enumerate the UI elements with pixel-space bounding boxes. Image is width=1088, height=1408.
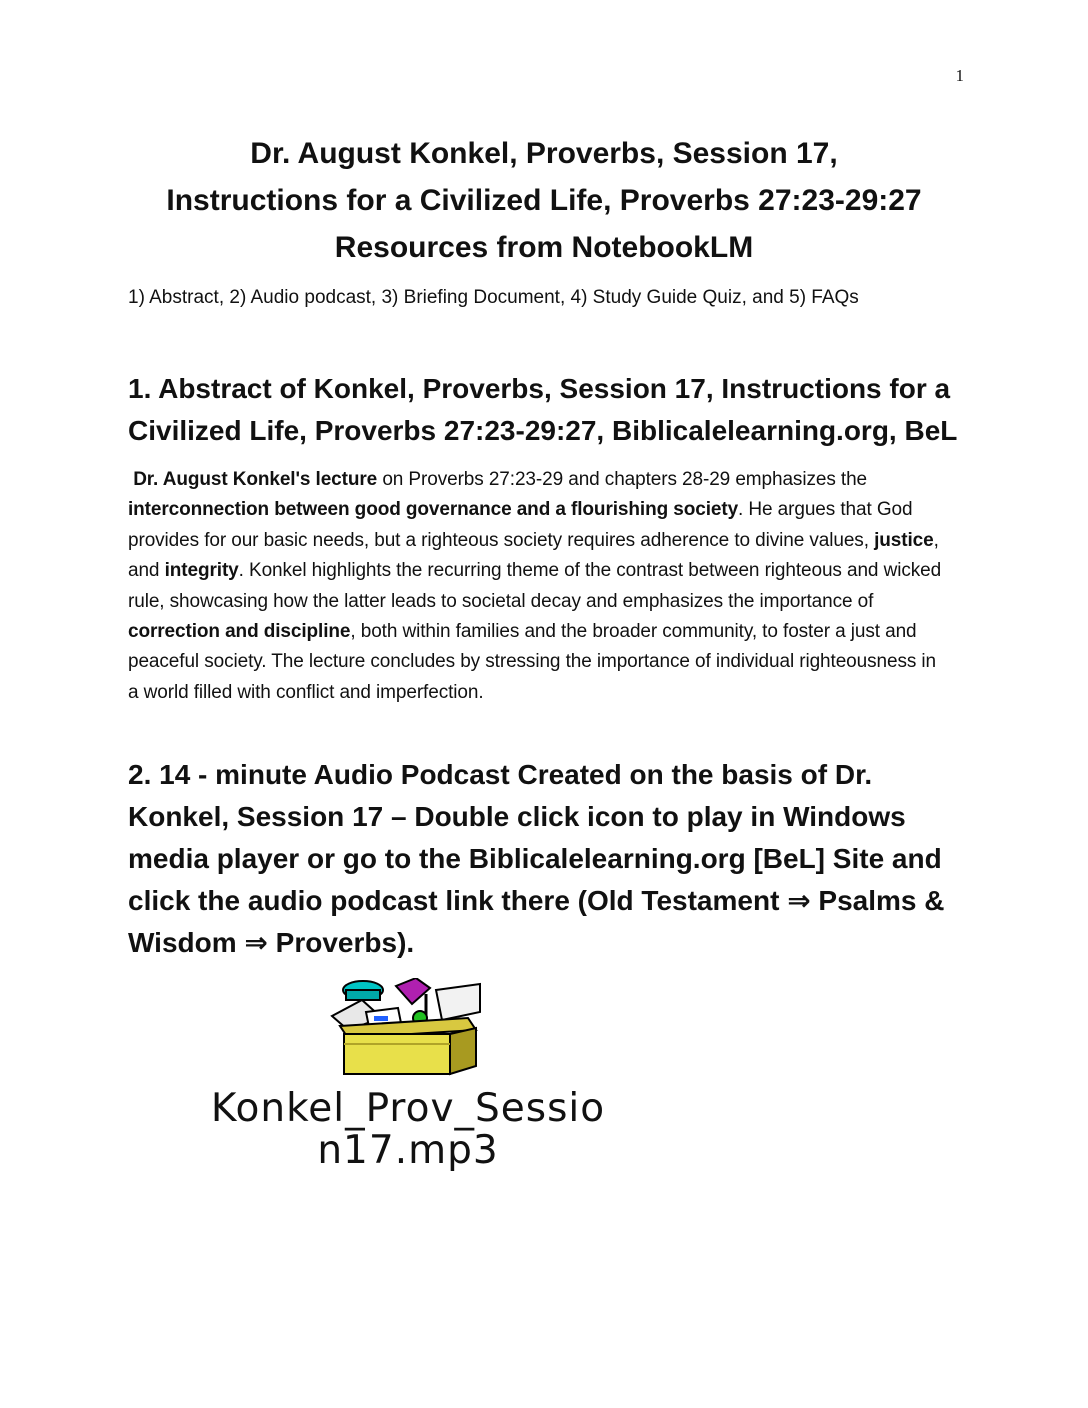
resources-list: 1) Abstract, 2) Audio podcast, 3) Briefing Document, 4) Study Guide Quiz, and 5) FAQs <box>128 287 859 308</box>
package-icon[interactable] <box>318 978 498 1078</box>
section-2-heading <box>128 754 978 964</box>
section-1-heading: 1. Abstract of Konkel, Proverbs, Session 17, Instructions for a Civilized Life, Proverbs 27:23-29:27, Biblicalelearning.org, BeL <box>128 373 958 446</box>
section-2-heading-part-3: Proverbs). <box>267 927 415 958</box>
title-line-3: Resources from NotebookLM <box>334 231 754 264</box>
abstract-paragraph <box>128 465 948 708</box>
filename-line-1: Konkel_Prov_Sessio <box>210 1086 606 1131</box>
right-arrow-icon: ⇒ <box>787 885 811 916</box>
document-title <box>80 130 1008 271</box>
audio-attachment[interactable] <box>128 978 688 1178</box>
abstract-text-4: . Konkel highlights the recurring theme of the contrast between righteous and wicked rule, showcasing how the latter leads to societal decay and emphasizes the importance of <box>128 560 942 612</box>
filename-line-2: n17.mp3 <box>317 1128 499 1173</box>
abstract-text-1: on Proverbs 27:23-29 and chapters 28-29 emphasizes the <box>377 469 868 490</box>
abstract-text-3: , and <box>128 529 939 582</box>
attachment-filename[interactable] <box>128 1088 688 1172</box>
title-line-1: Dr. August Konkel, Proverbs, Session 17, <box>250 137 838 170</box>
abstract-bold-5: correction and discipline <box>128 621 351 643</box>
abstract-text-2: . He argues that God provides for our basic needs, but a righteous society requires adherence to divine values, <box>128 499 913 551</box>
page-number: 1 <box>955 66 964 85</box>
abstract-bold-3: justice <box>874 529 934 551</box>
abstract-text-5: , both within families and the broader community, to foster a just and peaceful society. The lecture concludes by stressing the importance of individual righteousness in a world filled with conflict and imperfection. <box>128 621 937 703</box>
abstract-bold-2: interconnection between good governance and a flourishing society <box>128 499 739 521</box>
title-line-2: Instructions for a Civilized Life, Proverbs 27:23-29:27 <box>166 184 922 217</box>
section-2-heading-part-2: Psalms & Wisdom <box>128 885 945 958</box>
abstract-bold-4: integrity <box>164 560 239 582</box>
right-arrow-icon: ⇒ <box>244 927 268 958</box>
section-2-heading-part-1: 2. 14 - minute Audio Podcast Created on the basis of Dr. Konkel, Session 17 – Double click icon to play in Windows media player or go to the Biblicalelearning.org [BeL] Site and click the audio podcast link there (Old Testament <box>128 759 942 916</box>
abstract-bold-1: Dr. August Konkel's lecture <box>133 469 378 490</box>
